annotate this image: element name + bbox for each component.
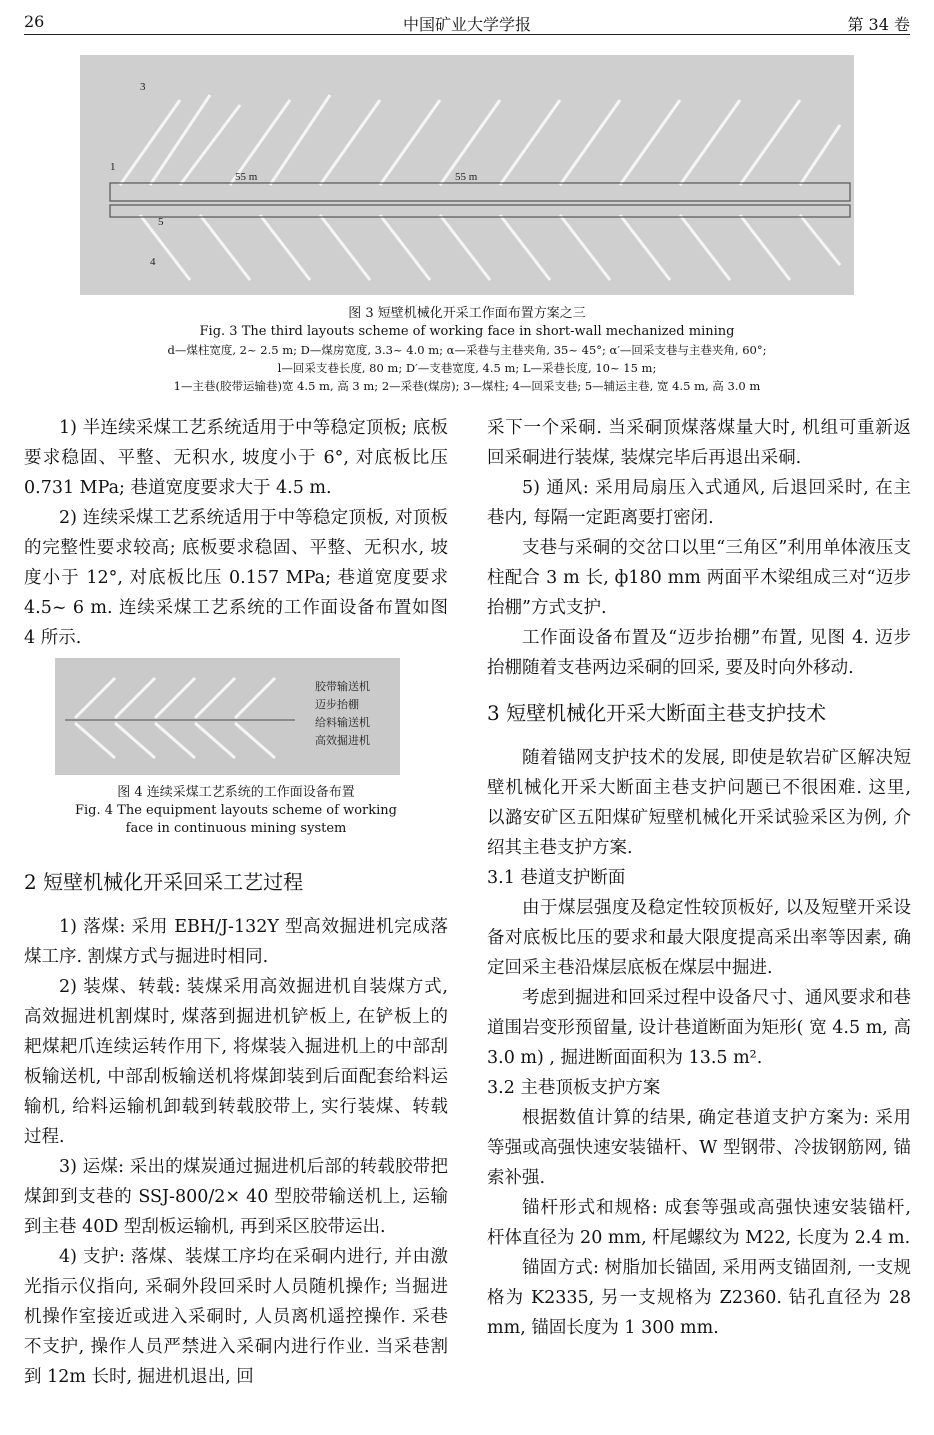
paragraph: 3) 运煤: 采出的煤炭通过掘进机后部的转载胶带把煤卸到支巷的 SSJ-800/2× 40 型胶带输送机上, 运输到主巷 40D 型刮板运输机, 再到采区胶带运出. bbox=[24, 1157, 448, 1237]
caption-cn: 图 3 短壁机械化开采工作面布置方案之三 bbox=[348, 306, 586, 321]
paragraph: 由于煤层强度及稳定性较顶板好, 以及短壁开采设备对底板比压的要求和最大限度提高采出率等因素, 确定回采主巷沿煤层底板在煤层中掘进. bbox=[487, 898, 911, 978]
caption-en: face in continuous mining system bbox=[125, 821, 347, 836]
figure-4-caption bbox=[24, 784, 448, 838]
paragraph: 锚固方式: 树脂加长锚固, 采用两支锚固剂, 一支规格为 K2335, 另一支规格为 Z2360. 钻孔直径为 28 mm, 锚固长度为 1 300 mm. bbox=[487, 1258, 911, 1338]
figure-4-image bbox=[55, 658, 400, 775]
section-heading: 2 短壁机械化开采回采工艺过程 bbox=[24, 870, 304, 894]
paragraph: 2) 连续采煤工艺系统适用于中等稳定顶板, 对顶板的完整性要求较高; 底板要求稳固、平整、无积水, 坡度小于 12°, 对底板比压 0.157 MPa; 巷道宽度要求 4.5~ 6 m. 连续采煤工艺系统的工作面设备布置如图 4 所示. bbox=[24, 508, 448, 648]
volume-label: 第 34 卷 bbox=[847, 15, 910, 34]
subsection-heading: 3.1 巷道支护断面 bbox=[487, 868, 626, 888]
legend-line: l—回采支巷长度, 80 m; D′—支巷宽度, 4.5 m; L—采巷长度, 10~ 15 m; bbox=[277, 361, 657, 375]
journal-title: 中国矿业大学学报 bbox=[402, 15, 531, 34]
paragraph: 考虑到掘进和回采过程中设备尺寸、通风要求和巷道围岩变形预留量, 设计巷道断面为矩形( 宽 4.5 m, 高 3.0 m) , 掘进断面面积为 13.5 m². bbox=[487, 988, 911, 1068]
paragraph: 锚杆形式和规格: 成套等强或高强快速安装锚杆, 杆体直径为 20 mm, 杆尾螺纹为 M22, 长度为 2.4 m. bbox=[487, 1198, 911, 1248]
num-label: 4 bbox=[150, 256, 156, 268]
fig4-label: 给料输送机 bbox=[315, 717, 370, 729]
subsection-heading: 3.2 主巷顶板支护方案 bbox=[487, 1078, 661, 1098]
paragraph: 采下一个采硐. 当采硐顶煤落煤量大时, 机组可重新返回采硐进行装煤, 装煤完毕后再退出采硐. bbox=[487, 418, 911, 468]
paragraph: 2) 装煤、转载: 装煤采用高效掘进机自装煤方式, 高效掘进机割煤时, 煤落到掘进机铲板上, 在铲板上的耙煤耙爪连续运转作用下, 将煤装入掘进机上的中部刮板输送机, 中部刮板输送机将煤卸装到后面配套给料运输机, 给料运输机卸载到转载胶带上, 实行装煤、转载过程. bbox=[24, 977, 448, 1147]
caption-en: Fig. 3 The third layouts scheme of working face in short-wall mechanized mining bbox=[199, 324, 735, 339]
paragraph: 随着锚网支护技术的发展, 即使是软岩矿区解决短壁机械化开采大断面主巷支护问题已不很困难. 这里, 以潞安矿区五阳煤矿短壁机械化开采试验采区为例, 介绍其主巷支护方案. bbox=[487, 748, 911, 858]
left-column-bottom bbox=[24, 866, 448, 1392]
figure-3-image bbox=[80, 55, 854, 295]
fig4-label: 胶带输送机 bbox=[315, 681, 370, 693]
paragraph: 4) 支护: 落煤、装煤工序均在采硐内进行, 并由激光指示仪指向, 采硐外段回采时人员随机操作; 当掘进机操作室接近或进入采硐时, 人员离机遥控操作. 采巷不支护, 操作人员严禁进入采硐内进行作业. 当采巷割到 12m 长时, 掘进机退出, 回 bbox=[24, 1247, 448, 1387]
caption-cn: 图 4 连续采煤工艺系统的工作面设备布置 bbox=[117, 785, 355, 800]
paragraph: 工作面设备布置及“迈步抬棚”布置, 见图 4. 迈步抬棚随着支巷两边采硐的回采, 要及时向外移动. bbox=[487, 628, 911, 678]
num-label: 5 bbox=[158, 216, 164, 228]
running-header bbox=[24, 8, 910, 35]
figure-3-caption bbox=[24, 305, 910, 395]
section-heading: 3 短壁机械化开采大断面主巷支护技术 bbox=[487, 701, 827, 725]
right-column bbox=[487, 413, 911, 1343]
paragraph: 1) 半连续采煤工艺系统适用于中等稳定顶板; 底板要求稳固、平整、无积水, 坡度小于 6°, 对底板比压 0.731 MPa; 巷道宽度要求大于 4.5 m. bbox=[24, 418, 448, 498]
figure-3-drawing bbox=[80, 55, 854, 295]
page-number: 26 bbox=[24, 12, 45, 31]
num-label: 3 bbox=[140, 81, 146, 93]
dim-label: 55 m bbox=[455, 171, 478, 183]
paragraph: 支巷与采硐的交岔口以里“三角区”利用单体液压支柱配合 3 m 长, ф180 mm 两面平木梁组成三对“迈步抬棚”方式支护. bbox=[487, 538, 911, 618]
num-label: 1 bbox=[110, 161, 116, 173]
caption-en: Fig. 4 The equipment layouts scheme of working bbox=[75, 803, 397, 818]
dim-label: 55 m bbox=[235, 171, 258, 183]
paragraph: 5) 通风: 采用局扇压入式通风, 后退回采时, 在主巷内, 每隔一定距离要打密闭. bbox=[487, 478, 911, 528]
fig4-label: 迈步抬棚 bbox=[315, 699, 359, 711]
figure-4-drawing bbox=[55, 658, 400, 775]
legend-line: d—煤柱宽度, 2~ 2.5 m; D—煤房宽度, 3.3~ 4.0 m; α—采巷与主巷夹角, 35~ 45°; α′—回采支巷与主巷夹角, 60°; bbox=[167, 343, 767, 357]
legend-line: 1—主巷(胶带运输巷)宽 4.5 m, 高 3 m; 2—采巷(煤房); 3—煤柱; 4—回采支巷; 5—辅运主巷, 宽 4.5 m, 高 3.0 m bbox=[173, 379, 761, 393]
fig4-label: 高效掘进机 bbox=[315, 735, 370, 747]
paragraph: 1) 落煤: 采用 EBH/J-132Y 型高效掘进机完成落煤工序. 割煤方式与掘进时相同. bbox=[24, 917, 448, 967]
left-column-top bbox=[24, 413, 448, 653]
paragraph: 根据数值计算的结果, 确定巷道支护方案为: 采用等强或高强快速安装锚杆、W 型钢带、冷拔钢筋网, 锚索补强. bbox=[487, 1108, 911, 1188]
